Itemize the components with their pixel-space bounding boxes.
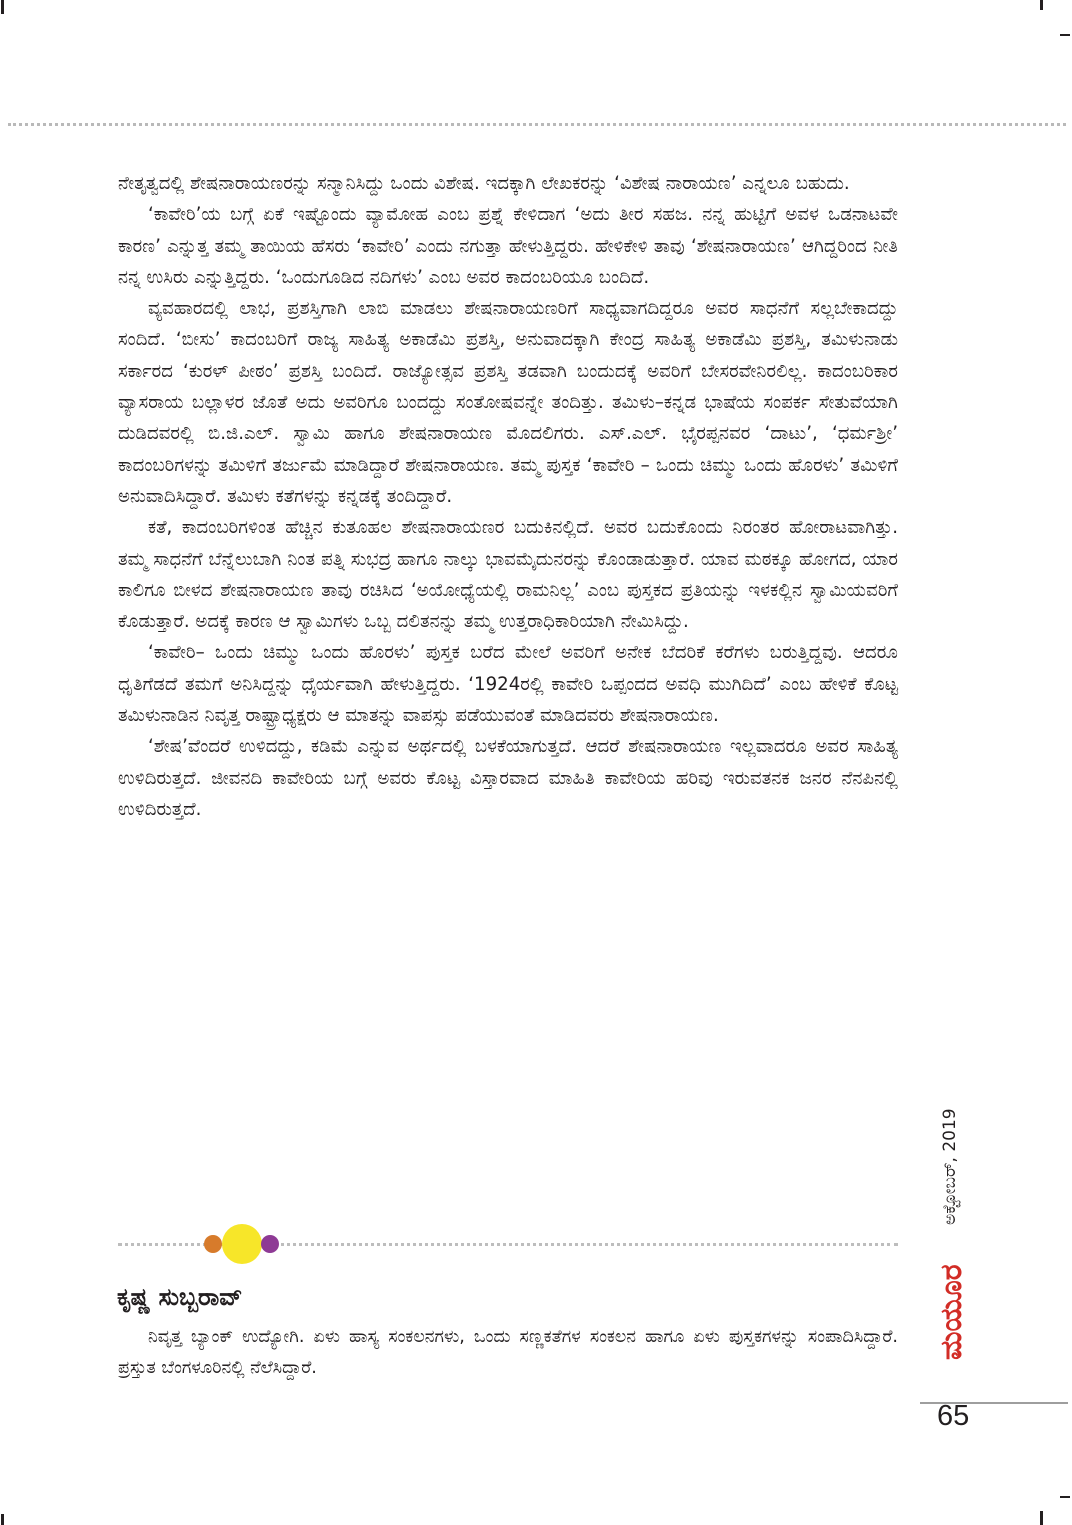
crop-mark-right-lower	[1060, 1496, 1070, 1498]
article-paragraph: ವ್ಯವಹಾರದಲ್ಲಿ ಲಾಭ, ಪ್ರಶಸ್ತಿಗಾಗಿ ಲಾಬಿ ಮಾಡಲು ಶೇಷನಾರಾಯಣರಿಗೆ ಸಾಧ್ಯವಾಗದಿದ್ದರೂ ಅವರ ಸಾಧನೆಗೆ ಸಲ್ಲಬೇಕಾದದ್ದು ಸಂದಿದೆ. ‘ಬೀಸು’ ಕಾದಂಬರಿಗೆ ರಾಜ್ಯ ಸಾಹಿತ್ಯ ಅಕಾಡೆಮಿ ಪ್ರಶಸ್ತಿ, ಅನುವಾದಕ್ಕಾಗಿ ಕೇಂದ್ರ ಸಾಹಿತ್ಯ ಅಕಾಡೆಮಿ ಪ್ರಶಸ್ತಿ, ತಮಿಳುನಾಡು ಸರ್ಕಾರದ ‘ಕುರಳ್ ಪೀಠಂ’ ಪ್ರಶಸ್ತಿ ಬಂದಿದೆ. ರಾಜ್ಯೋತ್ಸವ ಪ್ರಶಸ್ತಿ ತಡವಾಗಿ ಬಂದುದಕ್ಕೆ ಅವರಿಗೆ ಬೇಸರವೇನಿರಲಿಲ್ಲ. ಕಾದಂಬರಿಕಾರ ವ್ಯಾಸರಾಯ ಬಲ್ಲಾಳರ ಜೊತೆ ಅದು ಅವರಿಗೂ ಬಂದದ್ದು ಸಂತೋಷವನ್ನೇ ತಂದಿತ್ತು. ತಮಿಳು–ಕನ್ನಡ ಭಾಷೆಯ ಸಂಪರ್ಕ ಸೇತುವೆಯಾಗಿ ದುಡಿದವರಲ್ಲಿ ಬಿ.ಜಿ.ಎಲ್. ಸ್ವಾಮಿ ಹಾಗೂ ಶೇಷನಾರಾಯಣ ಮೊದಲಿಗರು. ಎಸ್.ಎಲ್. ಭೈರಪ್ಪನವರ ‘ದಾಟು’, ‘ಧರ್ಮಶ್ರೀ’ ಕಾದಂಬರಿಗಳನ್ನು ತಮಿಳಿಗೆ ತರ್ಜುಮೆ ಮಾಡಿದ್ದಾರೆ ಶೇಷನಾರಾಯಣ. ತಮ್ಮ ಪುಸ್ತಕ ‘ಕಾವೇರಿ – ಒಂದು ಚಿಮ್ಮು ಒಂದು ಹೊರಳು’ ತಮಿಳಿಗೆ ಅನುವಾದಿಸಿದ್ದಾರೆ. ತಮಿಳು ಕತೆಗಳನ್ನು ಕನ್ನಡಕ್ಕೆ ತಂದಿದ್ದಾರೆ.	[118, 298, 898, 507]
crop-mark-top-left	[1, 0, 4, 14]
purple-dot	[261, 1235, 279, 1253]
crop-mark-right-upper	[1060, 34, 1070, 36]
author-name: ಕೃಷ್ಣ ಸುಬ್ಬರಾವ್	[117, 1283, 243, 1311]
crop-mark-bottom-right	[1040, 1511, 1043, 1525]
orange-dot	[204, 1235, 222, 1253]
article-paragraph: ‘ಶೇಷ’ವೆಂದರೆ ಉಳಿದದ್ದು, ಕಡಿಮೆ ಎನ್ನುವ ಅರ್ಥದಲ್ಲಿ ಬಳಕೆಯಾಗುತ್ತದೆ. ಆದರೆ ಶೇಷನಾರಾಯಣ ಇಲ್ಲವಾದರೂ ಅವರ ಸಾಹಿತ್ಯ ಉಳಿದಿರುತ್ತದೆ. ಜೀವನದಿ ಕಾವೇರಿಯ ಬಗ್ಗೆ ಅವರು ಕೊಟ್ಟ ವಿಸ್ತಾರವಾದ ಮಾಹಿತಿ ಕಾವೇರಿಯ ಹರಿವು ಇರುವತನಕ ಜನರ ನೆನಪಿನಲ್ಲಿ ಉಳಿದಿರುತ್ತದೆ.	[118, 736, 898, 820]
issue-date: ಅಕ್ಟೋಬರ್, 2019	[940, 1108, 960, 1225]
author-bio: ನಿವೃತ್ತ ಬ್ಯಾಂಕ್ ಉದ್ಯೋಗಿ. ಏಳು ಹಾಸ್ಯ ಸಂಕಲನಗಳು, ಒಂದು ಸಣ್ಣಕತೆಗಳ ಸಂಕಲನ ಹಾಗೂ ಏಳು ಪುಸ್ತಕಗಳನ್ನು ಸಂಪಾದಿಸಿದ್ದಾರೆ. ಪ್ರಸ್ತುತ ಬೆಂಗಳೂರಿನಲ್ಲಿ ನೆಲೆಸಿದ್ದಾರೆ.	[118, 1327, 898, 1378]
crop-mark-top-right	[1040, 0, 1043, 10]
article-body	[118, 168, 898, 825]
issue-date-vertical	[940, 1075, 976, 1225]
article-paragraph: ‘ಕಾವೇರಿ– ಒಂದು ಚಿಮ್ಮು ಒಂದು ಹೊರಳು’ ಪುಸ್ತಕ ಬರೆದ ಮೇಲೆ ಅವರಿಗೆ ಅನೇಕ ಬೆದರಿಕೆ ಕರೆಗಳು ಬರುತ್ತಿದ್ದವು. ಆದರೂ ಧೃತಿಗೆಡದೆ ತಮಗೆ ಅನಿಸಿದ್ದನ್ನು ಧೈರ್ಯವಾಗಿ ಹೇಳುತ್ತಿದ್ದರು. ‘1924ರಲ್ಲಿ ಕಾವೇರಿ ಒಪ್ಪಂದದ ಅವಧಿ ಮುಗಿದಿದೆ’ ಎಂಬ ಹೇಳಿಕೆ ಕೊಟ್ಟ ತಮಿಳುನಾಡಿನ ನಿವೃತ್ತ ರಾಷ್ಟ್ರಾಧ್ಯಕ್ಷರು ಆ ಮಾತನ್ನು ವಾಪಸ್ಸು ಪಡೆಯುವಂತೆ ಮಾಡಿದವರು ಶೇಷನಾರಾಯಣ.	[118, 642, 898, 727]
article-paragraph: ನೇತೃತ್ವದಲ್ಲಿ ಶೇಷನಾರಾಯಣರನ್ನು ಸನ್ಮಾನಿಸಿದ್ದು ಒಂದು ವಿಶೇಷ. ಇದಕ್ಕಾಗಿ ಲೇಖಕರನ್ನು ‘ವಿಶೇಷ ನಾರಾಯಣ’ ಎನ್ನಲೂ ಬಹುದು.	[118, 173, 850, 194]
magazine-name: ಮಯೂರ	[934, 1264, 969, 1360]
magazine-logo	[934, 1232, 976, 1392]
article-paragraph: ‘ಕಾವೇರಿ’ಯ ಬಗ್ಗೆ ಏಕೆ ಇಷ್ಟೊಂದು ವ್ಯಾಮೋಹ ಎಂಬ ಪ್ರಶ್ನೆ ಕೇಳಿದಾಗ ‘ಅದು ತೀರ ಸಹಜ. ನನ್ನ ಹುಟ್ಟಿಗೆ ಅವಳ ಒಡನಾಟವೇ ಕಾರಣ’ ಎನ್ನುತ್ತ ತಮ್ಮ ತಾಯಿಯ ಹೆಸರು ‘ಕಾವೇರಿ’ ಎಂದು ನಗುತ್ತಾ ಹೇಳುತ್ತಿದ್ದರು. ಹೇಳಿಕೇಳಿ ತಾವು ‘ಶೇಷನಾರಾಯಣ’ ಆಗಿದ್ದರಿಂದ ನೀತಿ ನನ್ನ ಉಸಿರು ಎನ್ನುತ್ತಿದ್ದರು. ‘ಒಂದುಗೂಡಿದ ನದಿಗಳು’ ಎಂಬ ಅವರ ಕಾದಂಬರಿಯೂ ಬಂದಿದೆ.	[118, 204, 898, 288]
article-paragraph: ಕತೆ, ಕಾದಂಬರಿಗಳಿಂತ ಹೆಚ್ಚಿನ ಕುತೂಹಲ ಶೇಷನಾರಾಯಣರ ಬದುಕಿನಲ್ಲಿದೆ. ಅವರ ಬದುಕೊಂದು ನಿರಂತರ ಹೋರಾಟವಾಗಿತ್ತು. ತಮ್ಮ ಸಾಧನೆಗೆ ಬೆನ್ನೆಲುಬಾಗಿ ನಿಂತ ಪತ್ನಿ ಸುಭದ್ರ ಹಾಗೂ ನಾಲ್ಕು ಭಾವಮೈದುನರನ್ನು ಕೊಂಡಾಡುತ್ತಾರೆ. ಯಾವ ಮಠಕ್ಕೂ ಹೋಗದ, ಯಾರ ಕಾಲಿಗೂ ಬೀಳದ ಶೇಷನಾರಾಯಣ ತಾವು ರಚಿಸಿದ ‘ಅಯೋಧ್ಯೆಯಲ್ಲಿ ರಾಮನಿಲ್ಲ’ ಎಂಬ ಪುಸ್ತಕದ ಪ್ರತಿಯನ್ನು ಇಳಕಲ್ಲಿನ ಸ್ವಾಮಿಯವರಿಗೆ ಕೊಡುತ್ತಾರೆ. ಅದಕ್ಕೆ ಕಾರಣ ಆ ಸ್ವಾಮಿಗಳು ಒಬ್ಬ ದಲಿತನನ್ನು ತಮ್ಮ ಉತ್ತರಾಧಿಕಾರಿಯಾಗಿ ನೇಮಿಸಿದ್ದು.	[118, 517, 898, 633]
page-number: 65	[937, 1400, 970, 1432]
yellow-dot	[222, 1224, 262, 1264]
header-dotted-rule	[8, 123, 1066, 126]
crop-mark-bottom-left	[1, 1514, 4, 1525]
